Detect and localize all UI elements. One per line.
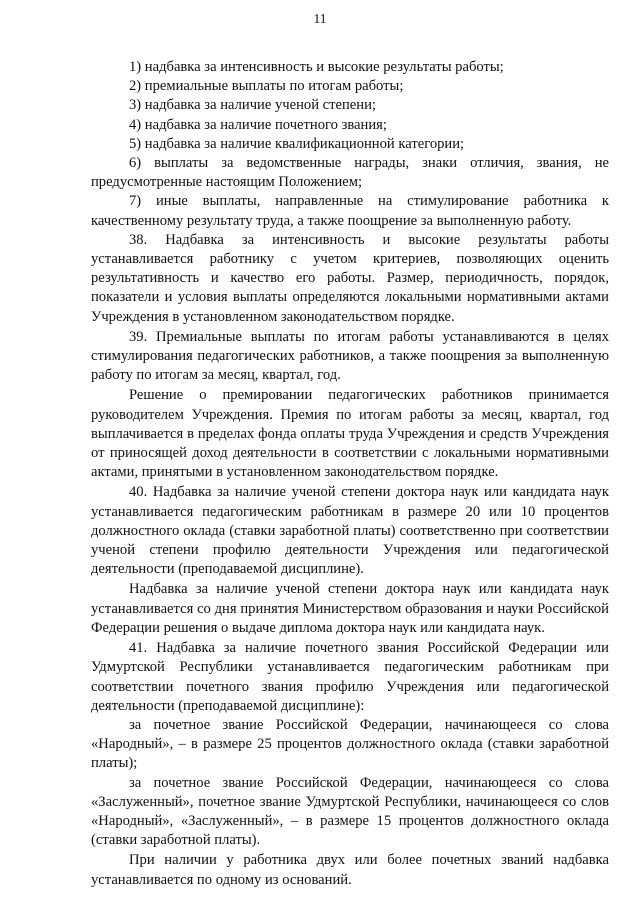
list-item: 3) надбавка за наличие ученой степени;	[129, 97, 376, 114]
paragraph-41-zasluzhenny: за почетное звание Российской Федерации, начинающееся со слова «Заслуженный», почетное звание Удмуртской Республики, начинающееся со слов «Народный», «Заслуженный», – в размере 15 процентов должностного оклада (ставки заработной платы).	[91, 774, 609, 849]
paragraph-40: 40. Надбавка за наличие ученой степени доктора наук или кандидата наук устанавливается педагогическим работникам в размере 20 или 10 процентов должностного оклада (ставки заработной платы) соответственно при соответствии ученой степени профилю деятельности Учреждения или педагогической деятельности (преподаваемой дисциплине).	[91, 484, 609, 578]
document-body	[91, 58, 609, 890]
list-item: 7) иные выплаты, направленные на стимулирование работника к качественному результату труда, а также поощрение за выполненную работу.	[91, 193, 609, 229]
paragraph-38: 38. Надбавка за интенсивность и высокие результаты работы устанавливается работнику с учетом критериев, позволяющих оценить результативность и качество его работы. Размер, периодичность, порядок, показатели и условия выплаты определяются локальными нормативными актами Учреждения в установленном законодательством порядке.	[91, 231, 609, 325]
paragraph-41: 41. Надбавка за наличие почетного звания Российской Федерации или Удмуртской Республики устанавливается педагогическим работникам при соответствии почетного звания профилю Учреждения или педагогической деятельности (преподаваемой дисциплине):	[91, 640, 609, 714]
paragraph-39: 39. Премиальные выплаты по итогам работы устанавливаются в целях стимулирования педагогических работников, а также поощрения за выполненную работу по итогам за месяц, квартал, год.	[91, 328, 609, 384]
paragraph-40-effective-date: Надбавка за наличие ученой степени доктора наук или кандидата наук устанавливается со дня принятия Министерством образования и науки Российской Федерации решения о выдаче диплома доктора наук или кандидата наук.	[91, 581, 609, 636]
paragraph-39-decision: Решение о премировании педагогических работников принимается руководителем Учреждения. Премия по итогам работы за месяц, квартал, год выплачивается в пределах фонда оплаты труда Учреждения и средств Учреждения от приносящей доход деятельности в соответствии с локальными нормативными актами, принятыми в установленном законодательством порядке.	[91, 387, 609, 481]
paragraph-41-narodny: за почетное звание Российской Федерации, начинающееся со слова «Народный», – в размере 25 процентов должностного оклада (ставки заработной платы);	[91, 716, 609, 772]
paragraph-41-multiple-titles: При наличии у работника двух или более почетных званий надбавка устанавливается по одному из оснований.	[91, 852, 609, 888]
list-item: 4) надбавка за наличие почетного звания;	[129, 116, 387, 133]
list-item: 6) выплаты за ведомственные награды, знаки отличия, звания, не предусмотренные настоящим Положением;	[91, 155, 609, 191]
list-item: 2) премиальные выплаты по итогам работы;	[129, 78, 404, 95]
list-item: 1) надбавка за интенсивность и высокие результаты работы;	[129, 59, 504, 75]
list-item: 5) надбавка за наличие квалификационной категории;	[129, 135, 465, 152]
page-number: 11	[313, 11, 327, 26]
